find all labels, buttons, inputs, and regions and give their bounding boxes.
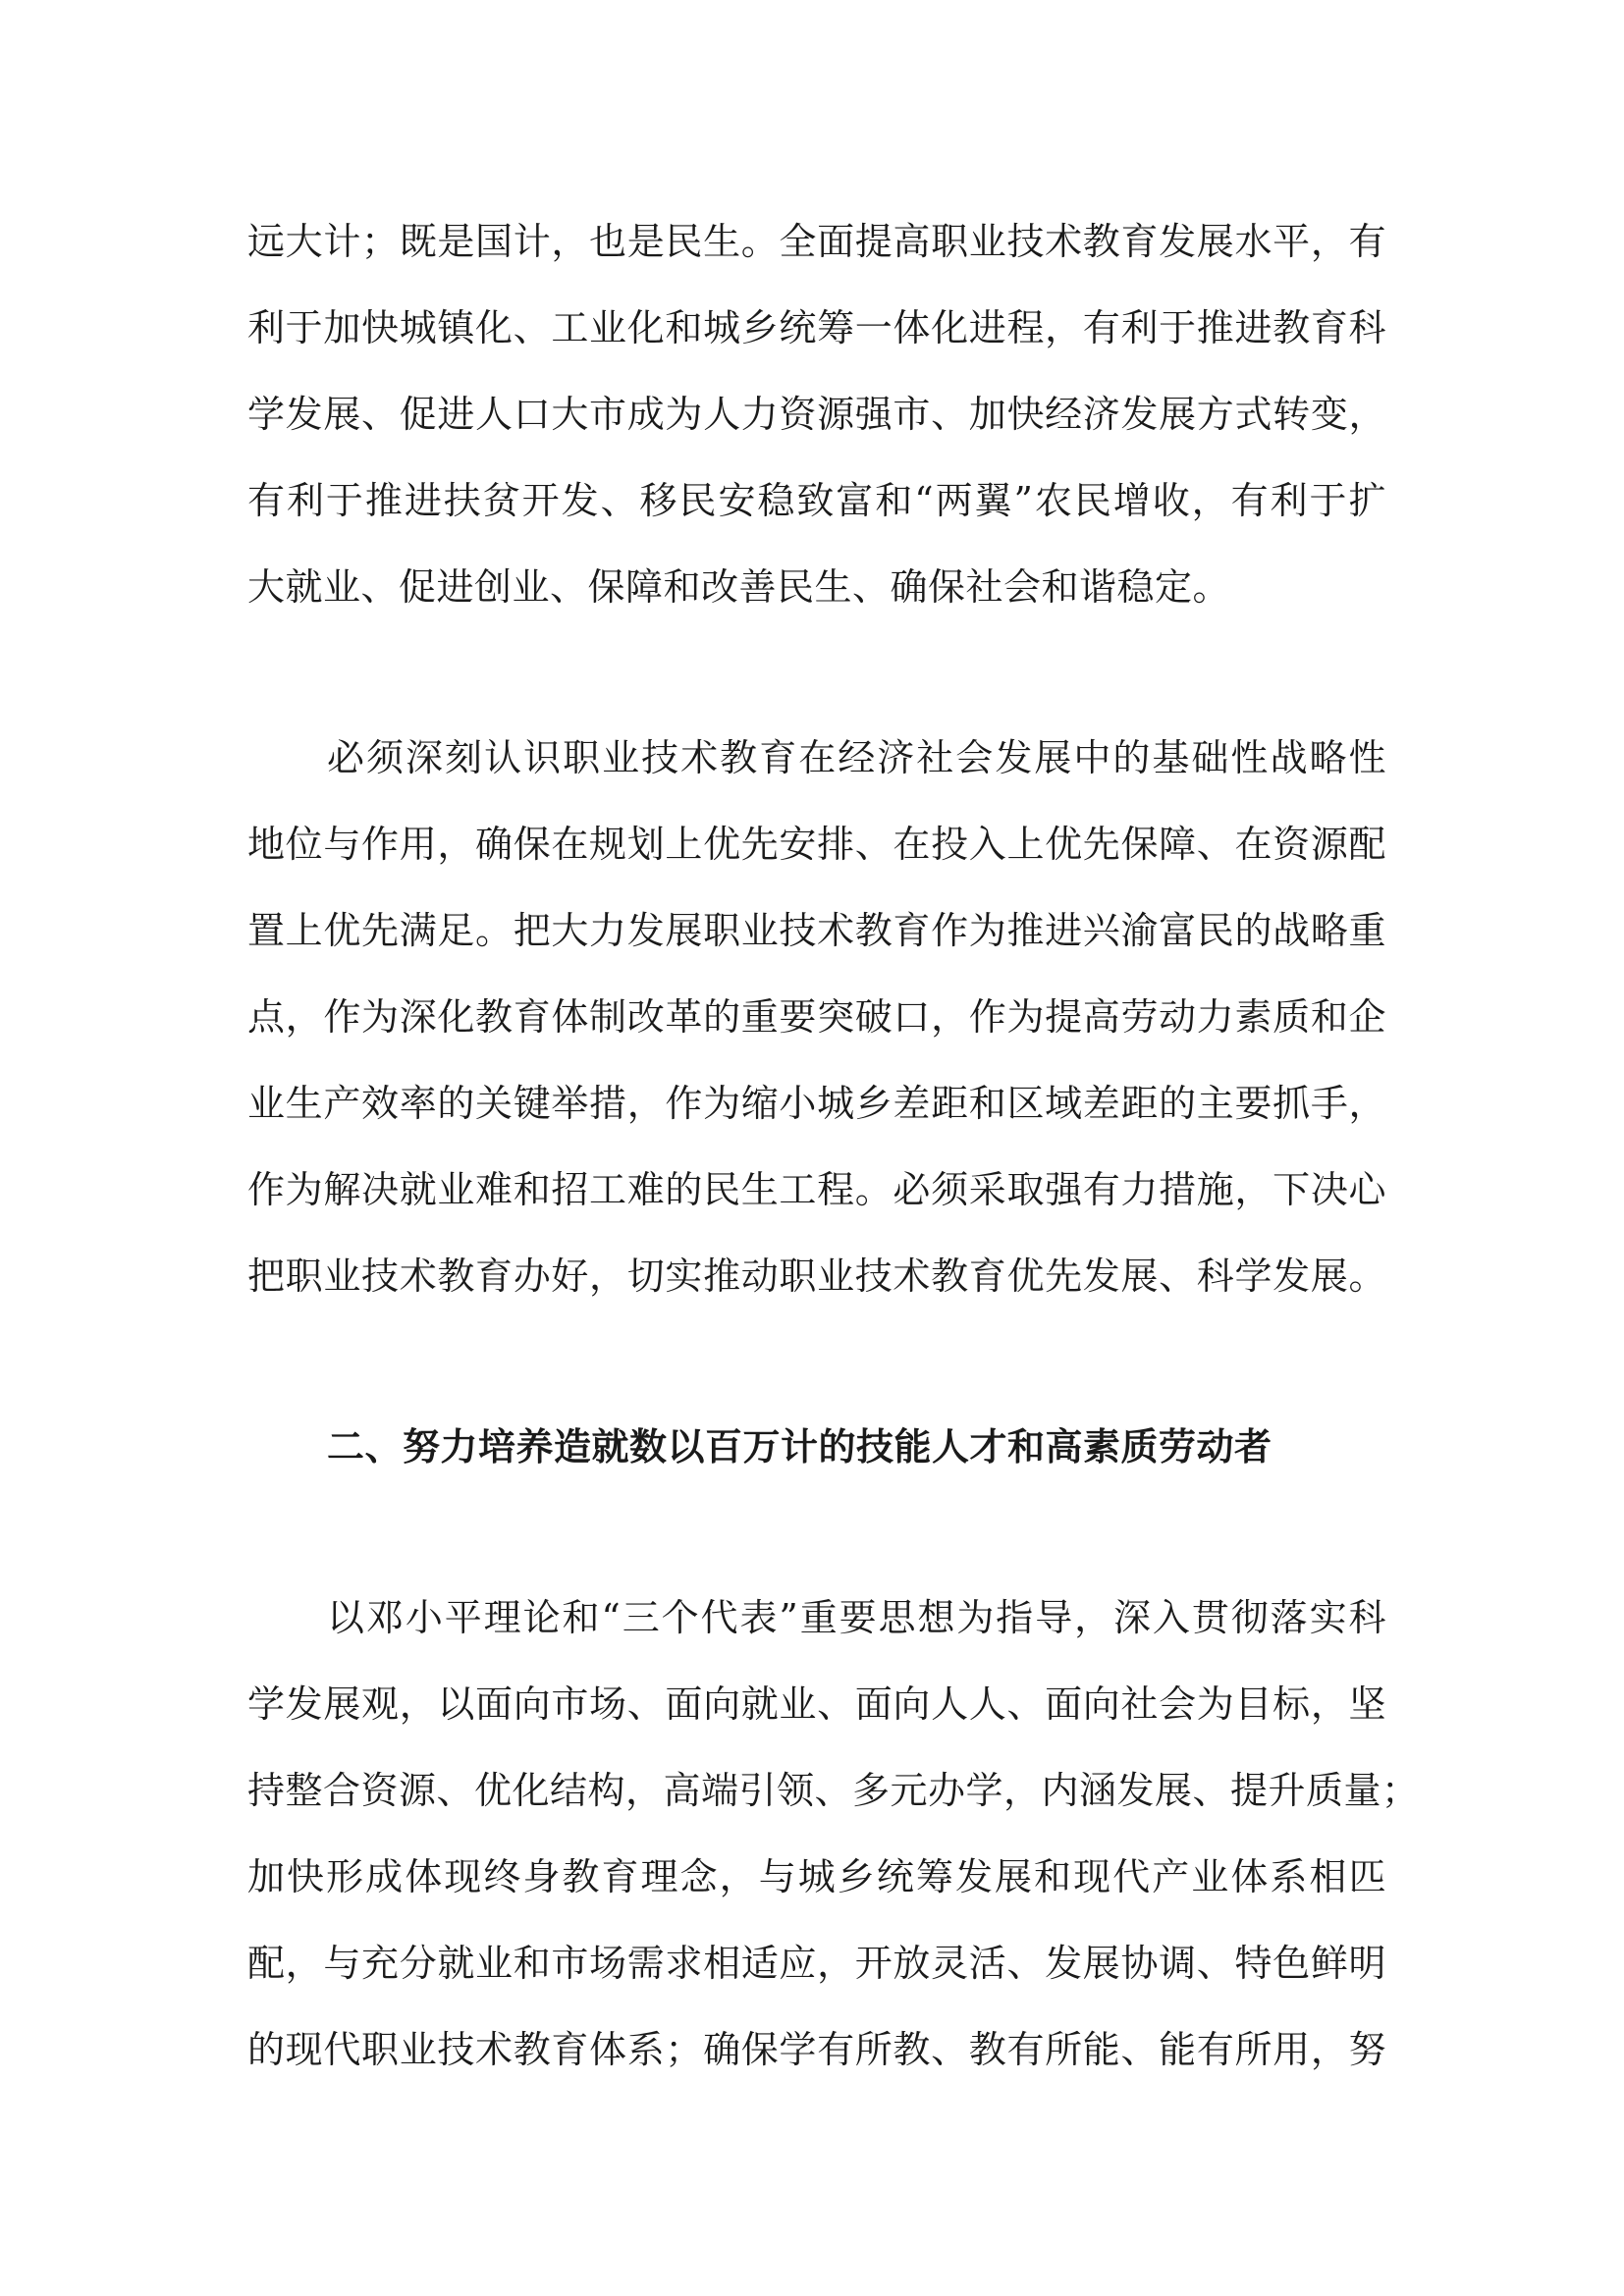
paragraph-1-line-4: 有利于推进扶贫开发、移民安稳致富和“两翼”农民增收，有利于扩 [247,479,1386,522]
paragraph-3-line-5: 配，与充分就业和市场需求相适应，开放灵活、发展协调、特色鲜明 [247,1942,1386,1985]
paragraph-2-line-2: 地位与作用，确保在规划上优先安排、在投入上优先保障、在资源配 [247,823,1386,866]
paragraph-2-line-7: 把职业技术教育办好，切实推动职业技术教育优先发展、科学发展。 [247,1255,1386,1298]
paragraph-1-line-1: 远大计；既是国计，也是民生。全面提高职业技术教育发展水平，有 [247,220,1386,263]
paragraph-1-line-2: 利于加快城镇化、工业化和城乡统筹一体化进程，有利于推进教育科 [247,306,1386,349]
paragraph-3-line-1: 以邓小平理论和“三个代表”重要思想为指导，深入贯彻落实科 [327,1596,1386,1639]
paragraph-3-line-2: 学发展观，以面向市场、面向就业、面向人人、面向社会为目标，坚 [247,1682,1386,1726]
paragraph-2-line-3: 置上优先满足。把大力发展职业技术教育作为推进兴渝富民的战略重 [247,909,1386,952]
paragraph-3-line-4: 加快形成体现终身教育理念，与城乡统筹发展和现代产业体系相匹 [247,1855,1386,1898]
paragraph-2-line-6: 作为解决就业难和招工难的民生工程。必须采取强有力措施，下决心 [247,1168,1386,1211]
paragraph-2-line-5: 业生产效率的关键举措，作为缩小城乡差距和区域差距的主要抓手， [247,1082,1386,1125]
section-heading: 二、努力培养造就数以百万计的技能人才和高素质劳动者 [327,1424,1272,1468]
paragraph-2-line-1: 必须深刻认识职业技术教育在经济社会发展中的基础性战略性 [327,736,1386,779]
paragraph-3-line-6: 的现代职业技术教育体系；确保学有所教、教有所能、能有所用，努 [247,2028,1386,2071]
paragraph-2-line-4: 点，作为深化教育体制改革的重要突破口，作为提高劳动力素质和企 [247,995,1386,1039]
paragraph-1-line-5: 大就业、促进创业、保障和改善民生、确保社会和谐稳定。 [247,565,1231,609]
paragraph-1-line-3: 学发展、促进人口大市成为人力资源强市、加快经济发展方式转变， [247,393,1386,436]
paragraph-3-line-3: 持整合资源、优化结构，高端引领、多元办学，内涵发展、提升质量； [247,1769,1420,1812]
